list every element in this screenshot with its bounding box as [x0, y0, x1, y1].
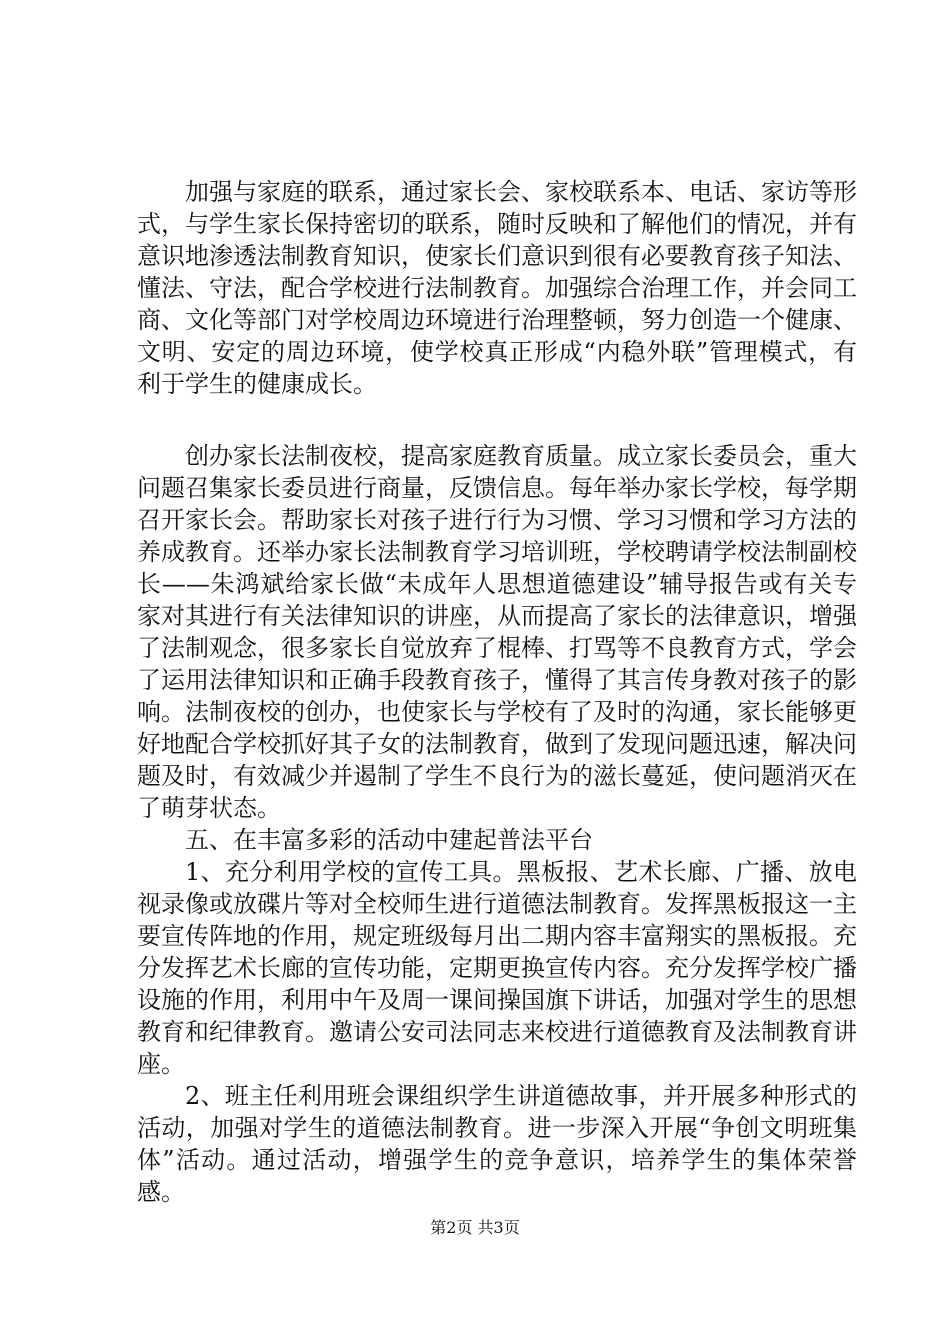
- paragraph-item-1-publicity: 1、充分利用学校的宣传工具。黑板报、艺术长廊、广播、放电视录像或放碟片等对全校师生进行道德法制教育。发挥黑板报这一主要宣传阵地的作用，规定班级每月出二期内容丰富翔实的黑板报。充分发挥艺术长廊的宣传功能，定期更换宣传内容。充分发挥学校广播设施的作用，利用中午及周一课间操国旗下讲话，加强对学生的思想教育和纪律教育。邀请公安司法同志来校进行道德教育及法制教育讲座。: [137, 858, 857, 1078]
- section-heading-activities: 五、在丰富多彩的活动中建起普法平台: [185, 826, 593, 854]
- paragraph-family-contact: 加强与家庭的联系，通过家长会、家校联系本、电话、家访等形式，与学生家长保持密切的联系，随时反映和了解他们的情况，并有意识地渗透法制教育知识，使家长们意识到很有必要教育孩子知法、懂法、守法，配合学校进行法制教育。加强综合治理工作，并会同工商、文化等部门对学校周边环境进行治理整顿，努力创造一个健康、文明、安定的周边环境，使学校真正形成“内稳外联”管理模式，有利于学生的健康成长。: [137, 178, 857, 398]
- page-number-footer: 第2页 共3页: [430, 1218, 520, 1237]
- document-body: [137, 176, 857, 1208]
- paragraph-item-2-class-meetings: 2、班主任利用班会课组织学生讲道德故事，并开展多种形式的活动，加强对学生的道德法制教育。进一步深入开展“争创文明班集体”活动。通过活动，增强学生的竞争意识，培养学生的集体荣誉感。: [137, 1082, 857, 1206]
- paragraph-parent-law-school: 创办家长法制夜校，提高家庭教育质量。成立家长委员会，重大问题召集家长委员进行商量，反馈信息。每年举办家长学校，每学期召开家长会。帮助家长对孩子进行行为习惯、学习习惯和学习方法的养成教育。还举办家长法制教育学习培训班，学校聘请学校法制副校长——朱鸿斌给家长做“未成年人思想道德建设”辅导报告或有关专家对其进行有关法律知识的讲座，从而提高了家长的法律意识，增强了法制观念，很多家长自觉放弃了棍棒、打骂等不良教育方式，学会了运用法律知识和正确手段教育孩子，懂得了其言传身教对孩子的影响。法制夜校的创办，也使家长与学校有了及时的沟通，家长能够更好地配合学校抓好其子女的法制教育，做到了发现问题迅速，解决问题及时，有效减少并遏制了学生不良行为的滋长蔓延，使问题消灭在了萌芽状态。: [137, 442, 857, 822]
- paragraph-spacer: [137, 400, 857, 440]
